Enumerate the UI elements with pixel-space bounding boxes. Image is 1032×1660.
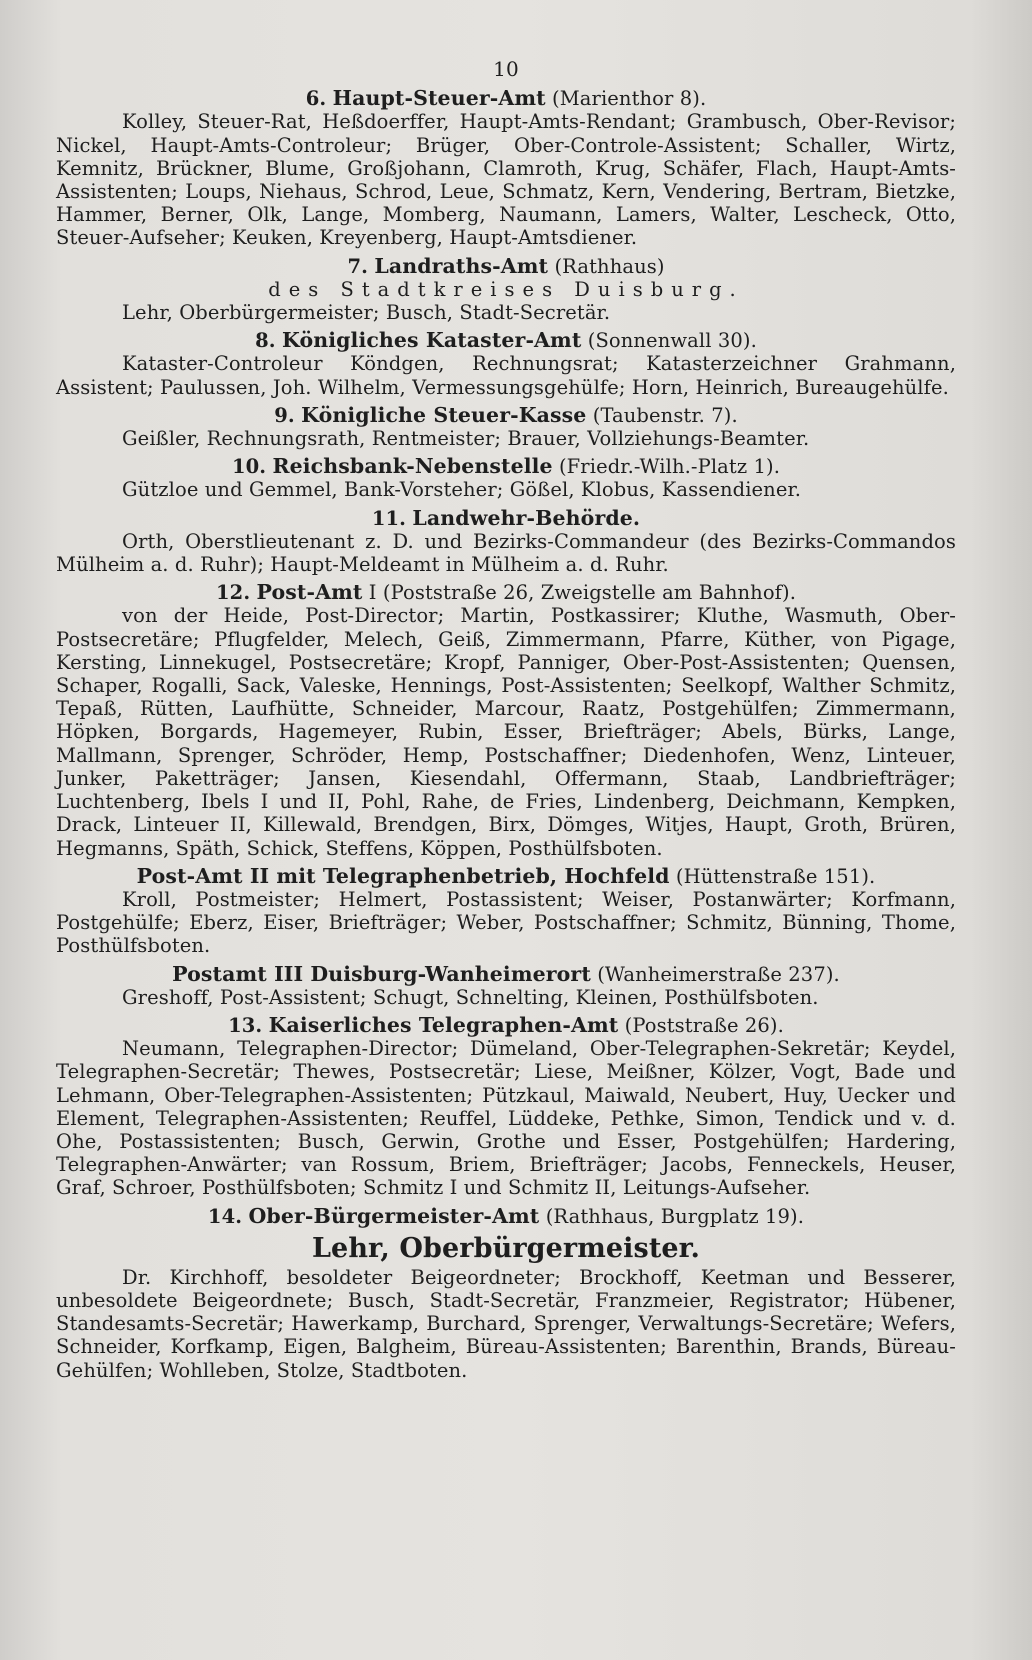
section-text: von der Heide, Post-Director; Martin, Postkassirer; Kluthe, Wasmuth, Ober-Postsecretäre; Pflugfelder, Melech, Geiß, Zimmermann, Pfarre, Küther, von Pigage, Kersting, Linnekugel, Postsecretäre; Kropf, Panniger, Ober-Post-Assistenten; Quensen, Schaper, Rogalli, Sack, Valeske, Hennings, Post-Assistenten; Seelkopf, Walther Schmitz, Tepaß, Rütten, Laufhütte, Schneider, Marcour, Raatz, Postgehülfen; Zimmermann, Höpken, Borgards, Hagemeyer, Rubin, Esser, Briefträger; Abels, Bürks, Lange, Mallmann, Sprenger, Schröder, Hemp, Postschaffner; Diedenhofen, Wenz, Linteuer, Junker, Paketträger; Jansen, Kiesendahl, Offermann, Staab, Landbriefträger; Luchtenberg, Ibels I und II, Pohl, Rahe, de Fries, Lindenberg, Deichmann, Kempken, Drack, Linteuer II, Killewald, Brendgen, Birx, Dömges, Witjes, Haupt, Groth, Brüren, Hegmanns, Späth, Schick, Steffens, Köppen, Posthülfsboten. [56,604,956,860]
section-text: Kroll, Postmeister; Helmert, Postassistent; Weiser, Postanwärter; Korfmann, Postgehülfe; Eberz, Eiser, Briefträger; Weber, Postschaffner; Schmitz, Bünning, Thome, Posthülfsboten. [56,887,956,958]
section-heading [56,329,956,352]
mayor-heading: Lehr, Oberbürgermeister. [311,1232,701,1264]
section-heading [56,1205,956,1228]
section-title: Königliches Kataster-Amt [281,328,582,353]
section-reichsbank [56,455,956,501]
section-number: 13. [228,1013,263,1037]
section-location: (Wanheimerstraße 237). [597,962,840,986]
section-number: 11. [371,506,407,530]
section-location: (Taubenstr. 7). [592,403,738,427]
section-heading [56,87,956,110]
section-location: (Hüttenstraße 151). [675,864,876,888]
section-text: Dr. Kirchhoff, besoldeter Beigeordneter; Brockhoff, Keetman und Besserer, unbesoldete Beigeordnete; Busch, Stadt-Secretär, Franzmeier, Registrator; Hübener, Standesamts-Secretär; Hawerkamp, Burchard, Sprenger, Verwaltungs-Secretäre; Wefers, Schneider, Korfkamp, Eigen, Balgheim, Büreau-Assistenten; Barenthin, Brands, Büreau-Gehülfen; Wohlleben, Stolze, Stadtboten. [56,1265,956,1382]
section-heading [56,255,956,278]
section-post-amt-2 [56,865,956,958]
section-title: Haupt-Steuer-Amt [332,86,546,111]
section-text: Orth, Oberstlieutenant z. D. und Bezirks-Commandeur (des Bezirks-Commandos Mülheim a. d. Ruhr); Haupt-Meldeamt in Mülheim a. d. Ruhr. [56,529,956,577]
section-telegraphen-amt [56,1014,956,1200]
section-kataster-amt [56,329,956,399]
section-number: 14. [207,1204,243,1228]
section-haupt-steuer-amt [56,87,956,249]
section-number: 10. [231,455,267,479]
section-location: (Poststraße 26). [624,1013,784,1037]
section-heading [56,404,956,427]
section-text: Geißler, Rechnungsrath, Rentmeister; Brauer, Vollziehungs-Beamter. [122,427,810,451]
section-title: Landraths-Amt [374,253,549,278]
page-content [56,58,956,1382]
section-landwehr [56,507,956,577]
section-heading [56,581,956,604]
section-text: Kolley, Steuer-Rat, Heßdoerffer, Haupt-Amts-Rendant; Grambusch, Ober-Revisor; Nickel, Haupt-Amts-Controleur; Brüger, Ober-Controle-Assistent; Schaller, Wirtz, Kemnitz, Brückner, Blume, Großjohann, Clamroth, Krug, Schäfer, Flach, Haupt-Amts-Assistenten; Loups, Niehaus, Schrod, Leue, Schmatz, Kern, Vendering, Bertram, Bietzke, Hammer, Berner, Olk, Lange, Momberg, Naumann, Lamers, Walter, Lescheck, Otto, Steuer-Aufseher; Keuken, Kreyenberg, Haupt-Amtsdiener. [56,110,956,250]
section-number: 12. [216,581,251,605]
section-title: Königliche Steuer-Kasse [301,402,587,427]
section-text: Neumann, Telegraphen-Director; Dümeland, Ober-Telegraphen-Sekretär; Keydel, Telegraphen-Secretär; Thewes, Postsecretär; Liese, Meißner, Kölzer, Vogt, Bade und Lehmann, Ober-Telegraphen-Assistenten; Pützkaul, Maiwald, Neubert, Huy, Uecker und Element, Telegraphen-Assistenten; Reuffel, Lüddeke, Pethke, Simon, Tendick und v. d. Ohe, Postassistenten; Busch, Gerwin, Grothe und Esser, Postgehülfen; Hardering, Telegraphen-Anwärter; van Rossum, Briem, Briefträger; Jacobs, Fenneckels, Heuser, Graf, Schroer, Posthülfsboten; Schmitz I und Schmitz II, Leitungs-Aufseher. [56,1037,956,1200]
section-number: 8. [255,329,276,353]
section-location: I (Poststraße 26, Zweigstelle am Bahnhof). [368,581,796,605]
section-post-amt-3 [56,963,956,1009]
section-location: (Rathhaus) [554,254,665,278]
section-location: (Marienthor 8). [552,87,707,111]
section-title: Kaiserliches Telegraphen-Amt [268,1012,619,1037]
section-heading [56,963,956,986]
section-ober-buergermeister-amt [56,1205,956,1382]
section-location: (Rathhaus, Burgplatz 19). [545,1204,805,1228]
section-text: Gützloe und Gemmel, Bank-Vorsteher; Gößel, Klobus, Kassendiener. [122,478,802,502]
section-number: 7. [347,254,368,278]
section-title: Reichsbank-Nebenstelle [272,454,553,479]
section-heading [56,455,956,478]
section-text: Greshoff, Post-Assistent; Schugt, Schnelting, Kleinen, Posthülfsboten. [122,985,819,1009]
section-text: Lehr, Oberbürgermeister; Busch, Stadt-Secretär. [122,301,611,325]
section-title: Postamt III Duisburg-Wanheimerort [172,961,591,986]
section-subtitle: des Stadtkreises Duisburg. [268,277,744,301]
section-landraths-amt [56,255,956,325]
section-post-amt-1 [56,581,956,859]
section-location: (Friedr.-Wilh.-Platz 1). [558,455,781,479]
section-location: (Sonnenwall 30). [587,329,757,353]
section-text: Kataster-Controleur Köndgen, Rechnungsrat; Katasterzeichner Grahmann, Assistent; Paulussen, Joh. Wilhelm, Vermessungsgehülfe; Horn, Heinrich, Bureaugehülfe. [56,352,956,399]
section-title: Post-Amt [256,580,363,605]
section-number: 9. [274,403,295,427]
section-title: Ober-Bürgermeister-Amt [248,1203,540,1228]
section-heading [56,865,956,888]
page-number: 10 [493,57,519,81]
section-number: 6. [305,87,327,111]
section-steuer-kasse [56,404,956,450]
section-heading [56,1014,956,1037]
section-title: Landwehr-Behörde. [412,505,641,530]
section-heading [56,507,956,530]
section-title: Post-Amt II mit Telegraphenbetrieb, Hochfeld [136,863,670,888]
